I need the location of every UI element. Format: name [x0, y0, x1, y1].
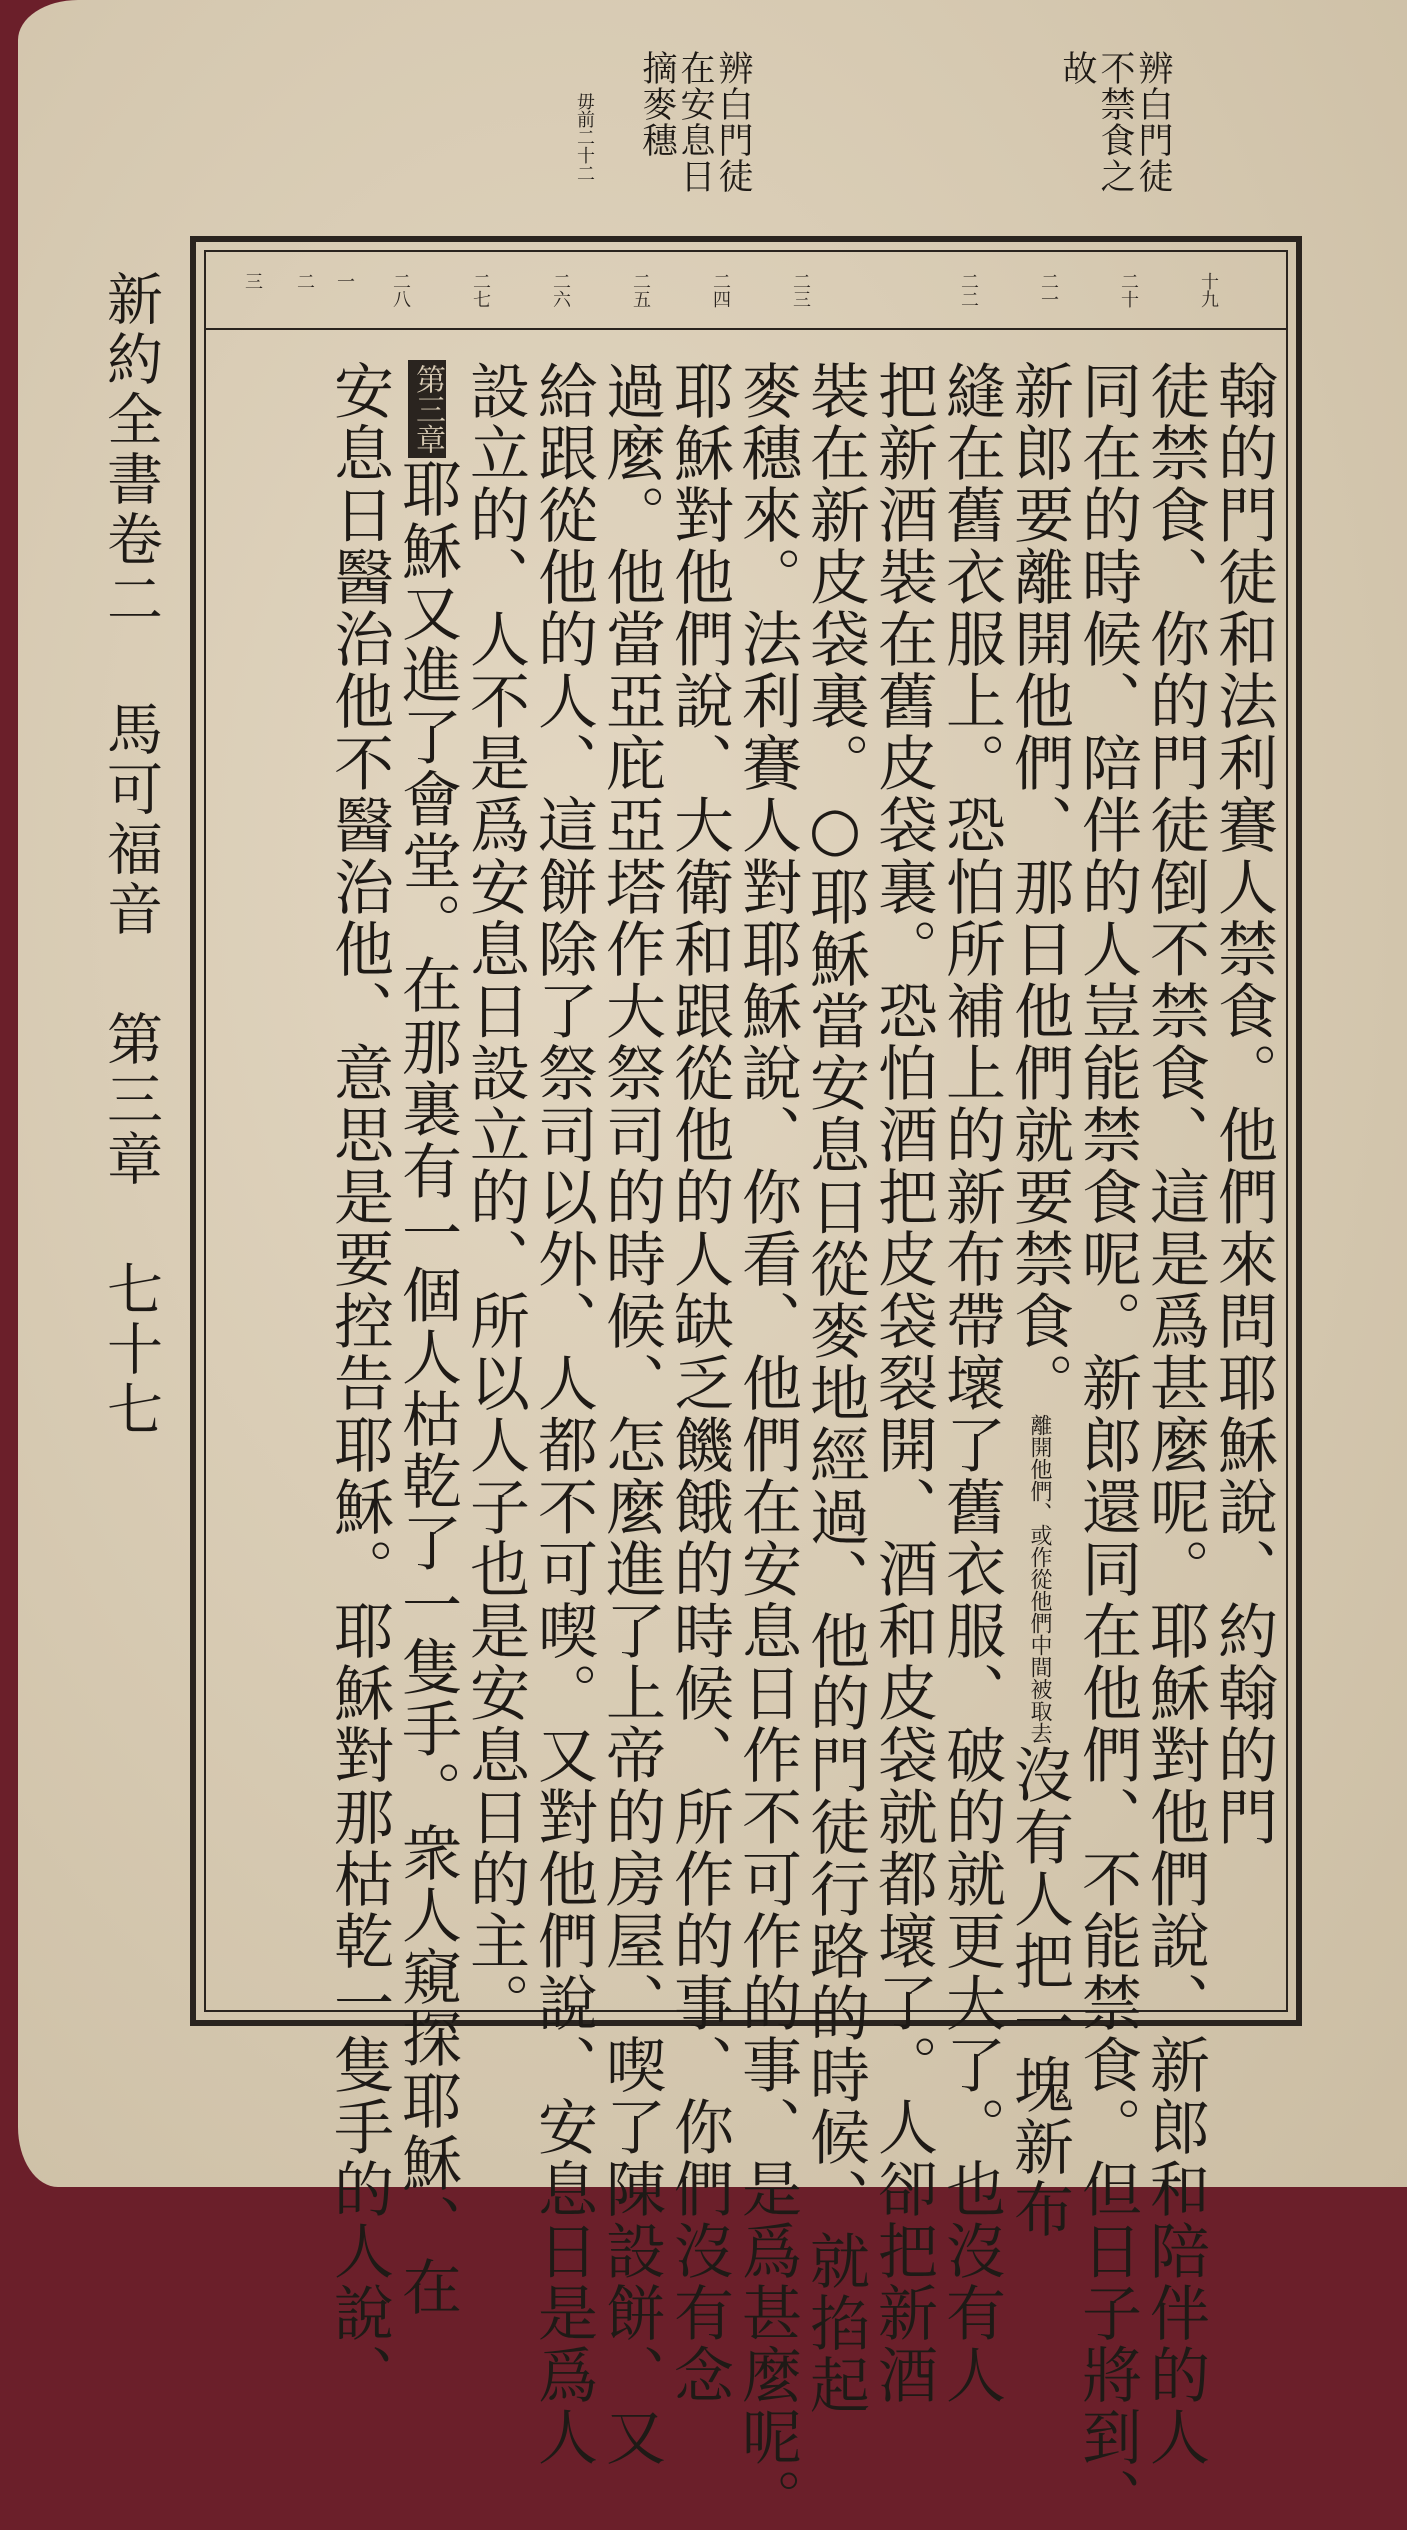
verse-number: 一: [334, 272, 355, 290]
verse-number: 十九: [1198, 272, 1219, 308]
text-frame-inner: [204, 250, 1288, 2530]
verse-number: 二七: [470, 272, 491, 308]
verse-number: 二一: [1038, 272, 1059, 308]
verse-number: 二: [294, 272, 315, 290]
header-note-2: 辨白門徒 在安息日 摘麥穗: [637, 50, 753, 194]
verse-number: 二四: [710, 272, 731, 308]
text-column: 把新酒裝在舊皮袋裏。恐怕酒把皮袋裂開、酒和皮袋就都壞了。人卻把新酒: [868, 360, 938, 2406]
text-column: 耶穌對他們說、大衛和跟從他的人缺乏饑餓的時候、所作的事、你們沒有念: [664, 360, 734, 2406]
text-column: 設立的、人不是爲安息日設立的、所以人子也是安息日的主。: [460, 360, 530, 2034]
text-column: 裝在新皮袋裏。○耶穌當安息日從麥地經過、他的門徒行路的時候、就掐起: [800, 360, 870, 2416]
book-page: [18, 0, 1407, 2530]
text-column: 同在的時候、陪伴的人豈能禁食呢。新郎還同在他們、不能禁食。但日子將到、: [1072, 360, 1142, 2530]
running-head: [98, 270, 163, 1910]
running-head-book: 新約全書卷二: [98, 270, 163, 630]
verse-number: 二三: [790, 272, 811, 308]
running-head-gospel: 馬可福音: [98, 700, 163, 940]
page-number: 七十七: [98, 1260, 163, 1440]
inline-annotation: 離開他們、或作從他們中間被取去: [1027, 1414, 1052, 1744]
text-column: 縫在舊衣服上。恐怕所補上的新布帶壞了舊衣服、破的就更大了。也沒有人: [936, 360, 1006, 2406]
verse-number: 二二: [958, 272, 979, 308]
verse-number: 二八: [390, 272, 411, 308]
running-head-chapter: 第三章: [98, 1010, 163, 1190]
header-note-1: 辨白門徒 不禁食之 故: [1057, 50, 1173, 194]
text-frame: [190, 236, 1302, 2530]
text-column: 安息日醫治他不醫治他、意思是要控告耶穌。耶穌對那枯乾一隻手的人說、: [324, 360, 394, 2406]
text-column-body: 耶穌又進了會堂。在那裏有一個人枯乾了一隻手。衆人窺探耶穌、在: [392, 458, 462, 2318]
header-note-ref: 毋前二十二: [574, 92, 595, 182]
text-column-tail: 沒有人把一塊新布: [1004, 1744, 1074, 2240]
text-column: 給跟從他的人、這餅除了祭司以外、人都不可喫。又對他們說、安息日是爲人: [528, 360, 598, 2468]
verse-number: 二五: [630, 272, 651, 308]
text-column: [392, 360, 462, 2318]
text-column: [1004, 360, 1074, 2240]
text-column: 麥穗來。法利賽人對耶穌說、你看、他們在安息日作不可作的事、是爲甚麼呢。: [732, 360, 802, 2530]
verse-number: 二六: [550, 272, 571, 308]
text-column: 過麼。他當亞庇亞塔作大祭司的時候、怎麼進了上帝的房屋、喫了陳設餅、又: [596, 360, 666, 2468]
verse-number: 三: [242, 272, 263, 290]
chapter-marker: 第三章: [408, 360, 446, 458]
verse-number-band: [206, 252, 1286, 330]
text-column-head: 新郎要離開他們、那日他們就要禁食。: [1004, 360, 1074, 1414]
text-column: 徒禁食、你的門徒倒不禁食、這是爲甚麼呢。耶穌對他們說、新郎和陪伴的人: [1140, 360, 1210, 2468]
text-column: 翰的門徒和法利賽人禁食。他們來問耶穌說、約翰的門: [1208, 360, 1278, 1848]
verse-number: 二十: [1118, 272, 1139, 308]
